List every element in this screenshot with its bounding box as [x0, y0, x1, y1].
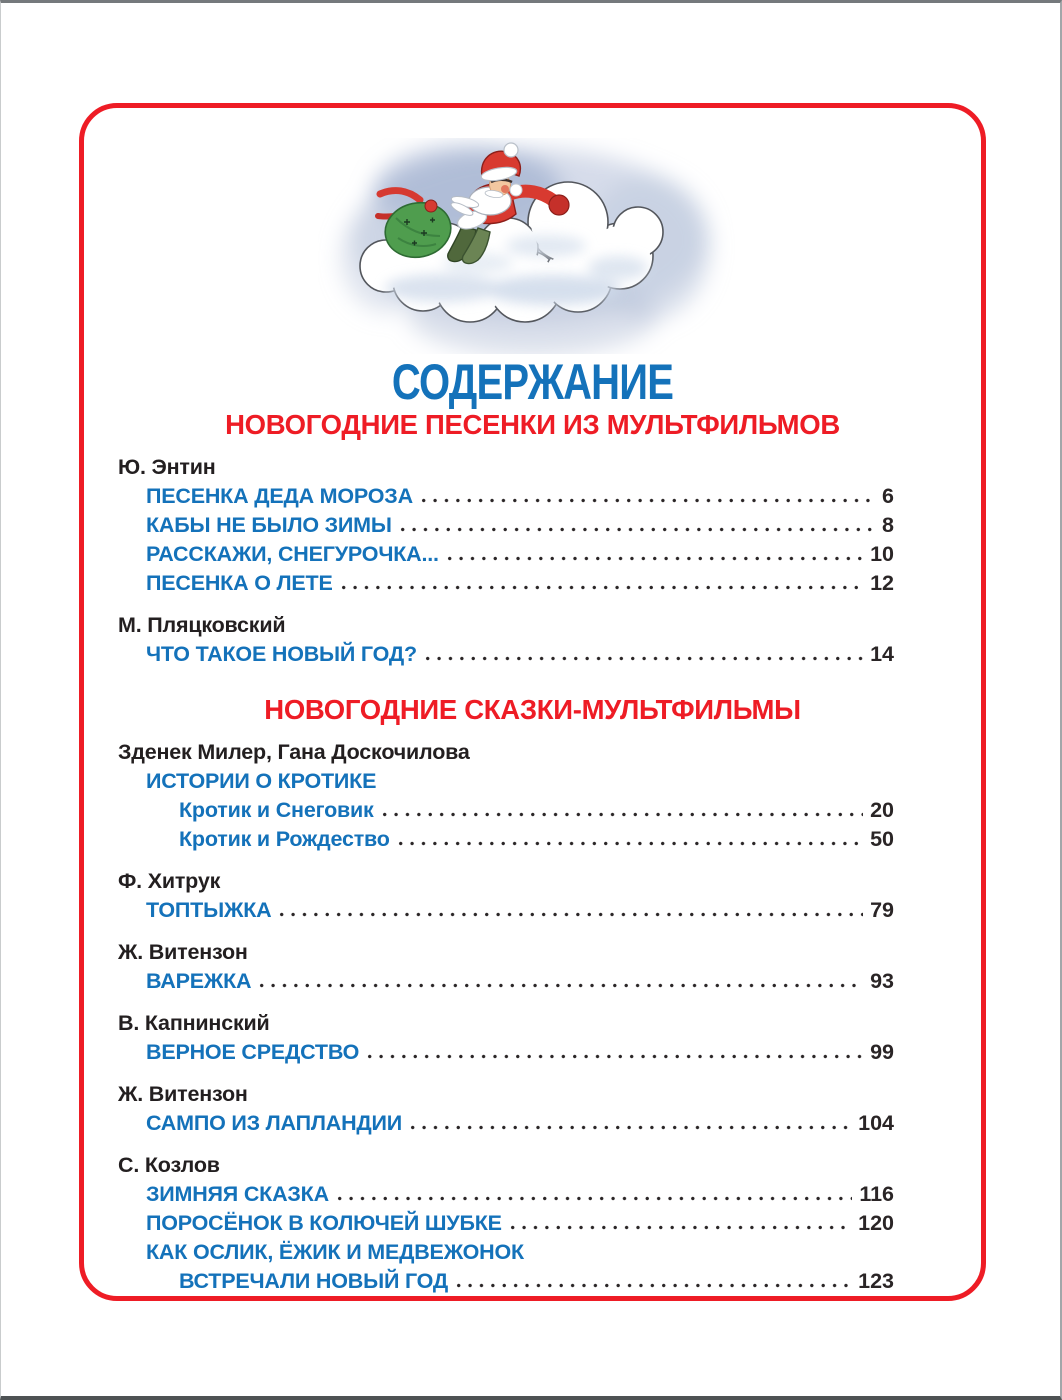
dot-leader	[276, 912, 863, 917]
author-line: Зденек Милер, Гана Доскочилова	[118, 740, 470, 764]
author-line: С. Козлов	[118, 1153, 220, 1177]
toc-entry-label: ЗИМНЯЯ СКАЗКА	[146, 1182, 329, 1206]
toc-section	[118, 410, 894, 669]
toc-entry-label: КАК ОСЛИК, ЁЖИК И МЕДВЕЖОНОК	[146, 1240, 524, 1264]
author-line: Ж. Витензон	[118, 1082, 248, 1106]
toc-entry-label: Кротик и Снеговик	[179, 798, 374, 822]
dot-leader	[444, 556, 863, 561]
toc-entry-label: Кротик и Рождество	[179, 827, 390, 851]
dot-leader	[395, 841, 863, 846]
toc-group	[118, 1151, 894, 1296]
toc-entry	[146, 1180, 894, 1209]
dot-leader	[397, 527, 875, 532]
toc-entry	[146, 569, 894, 598]
dot-leader	[364, 1054, 863, 1059]
dot-leader	[407, 1125, 851, 1130]
page-number: 123	[858, 1269, 894, 1293]
toc-entry	[146, 540, 894, 569]
toc-entry	[146, 1109, 894, 1138]
toc-entry	[146, 767, 894, 796]
toc-entry-label: ВЕРНОЕ СРЕДСТВО	[146, 1040, 360, 1064]
toc-entry-label: ИСТОРИИ О КРОТИКЕ	[146, 769, 377, 793]
page-number: 104	[858, 1111, 894, 1135]
page-number: 12	[870, 571, 894, 595]
toc-entry	[146, 896, 894, 925]
author-line: Ф. Хитрук	[118, 869, 221, 893]
dot-leader	[334, 1196, 852, 1201]
toc-entry	[146, 511, 894, 540]
toc-entry-label: КАБЫ НЕ БЫЛО ЗИМЫ	[146, 513, 392, 537]
dot-leader	[256, 983, 863, 988]
toc-entry	[146, 1038, 894, 1067]
toc-group	[118, 611, 894, 669]
toc-entry	[179, 825, 894, 854]
toc-group	[118, 938, 894, 996]
dot-leader	[418, 498, 875, 503]
toc-entry	[146, 1238, 894, 1267]
section-heading: НОВОГОДНИЕ СКАЗКИ-МУЛЬТФИЛЬМЫ	[264, 694, 801, 725]
toc-group	[118, 453, 894, 598]
page-number: 50	[870, 827, 894, 851]
toc-entry-label: САМПО ИЗ ЛАПЛАНДИИ	[146, 1111, 403, 1135]
toc-entry	[179, 1267, 894, 1296]
table-of-contents	[118, 410, 894, 1296]
toc-entry	[146, 640, 894, 669]
section-heading: НОВОГОДНИЕ ПЕСЕНКИ ИЗ МУЛЬТФИЛЬМОВ	[225, 409, 840, 440]
red-page-border	[79, 103, 986, 1301]
toc-entry	[146, 1209, 894, 1238]
dot-leader	[507, 1225, 851, 1230]
author-line: Ю. Энтин	[118, 455, 216, 479]
dot-leader	[453, 1283, 851, 1288]
page-number: 8	[882, 513, 894, 537]
page-number: 116	[859, 1182, 894, 1206]
toc-group	[118, 1009, 894, 1067]
toc-entry-label: ВСТРЕЧАЛИ НОВЫЙ ГОД	[179, 1269, 449, 1293]
dot-leader	[379, 812, 863, 817]
page-number: 20	[870, 798, 894, 822]
toc-entry-label: ПОРОСЁНОК В КОЛЮЧЕЙ ШУБКЕ	[146, 1211, 502, 1235]
toc-entry-label: ПЕСЕНКА О ЛЕТЕ	[146, 571, 333, 595]
toc-entry-label: ТОПТЫЖКА	[146, 898, 272, 922]
toc-group	[118, 867, 894, 925]
author-line: М. Пляцковский	[118, 613, 286, 637]
page-number: 120	[858, 1211, 894, 1235]
toc-entry-label: ВАРЕЖКА	[146, 969, 252, 993]
toc-entry-label: ПЕСЕНКА ДЕДА МОРОЗА	[146, 484, 413, 508]
page-number: 79	[870, 898, 894, 922]
dot-leader	[422, 656, 863, 661]
page-number: 14	[870, 642, 894, 666]
page-number: 93	[870, 969, 894, 993]
page-number: 99	[870, 1040, 894, 1064]
toc-entry-label: РАССКАЖИ, СНЕГУРОЧКА...	[146, 542, 439, 566]
toc-section	[118, 695, 894, 1296]
page-number: 6	[882, 484, 894, 508]
toc-group	[118, 738, 894, 854]
toc-group	[118, 1080, 894, 1138]
toc-entry	[146, 967, 894, 996]
santa-cloud-illustration	[118, 138, 947, 354]
dot-leader	[338, 585, 863, 590]
toc-entry	[146, 482, 894, 511]
page-content	[84, 108, 981, 1296]
page-title: СОДЕРЖАНИЕ	[391, 354, 674, 410]
author-line: В. Капнинский	[118, 1011, 270, 1035]
page-number: 10	[870, 542, 894, 566]
toc-entry	[179, 796, 894, 825]
author-line: Ж. Витензон	[118, 940, 248, 964]
toc-entry-label: ЧТО ТАКОЕ НОВЫЙ ГОД?	[146, 642, 417, 666]
